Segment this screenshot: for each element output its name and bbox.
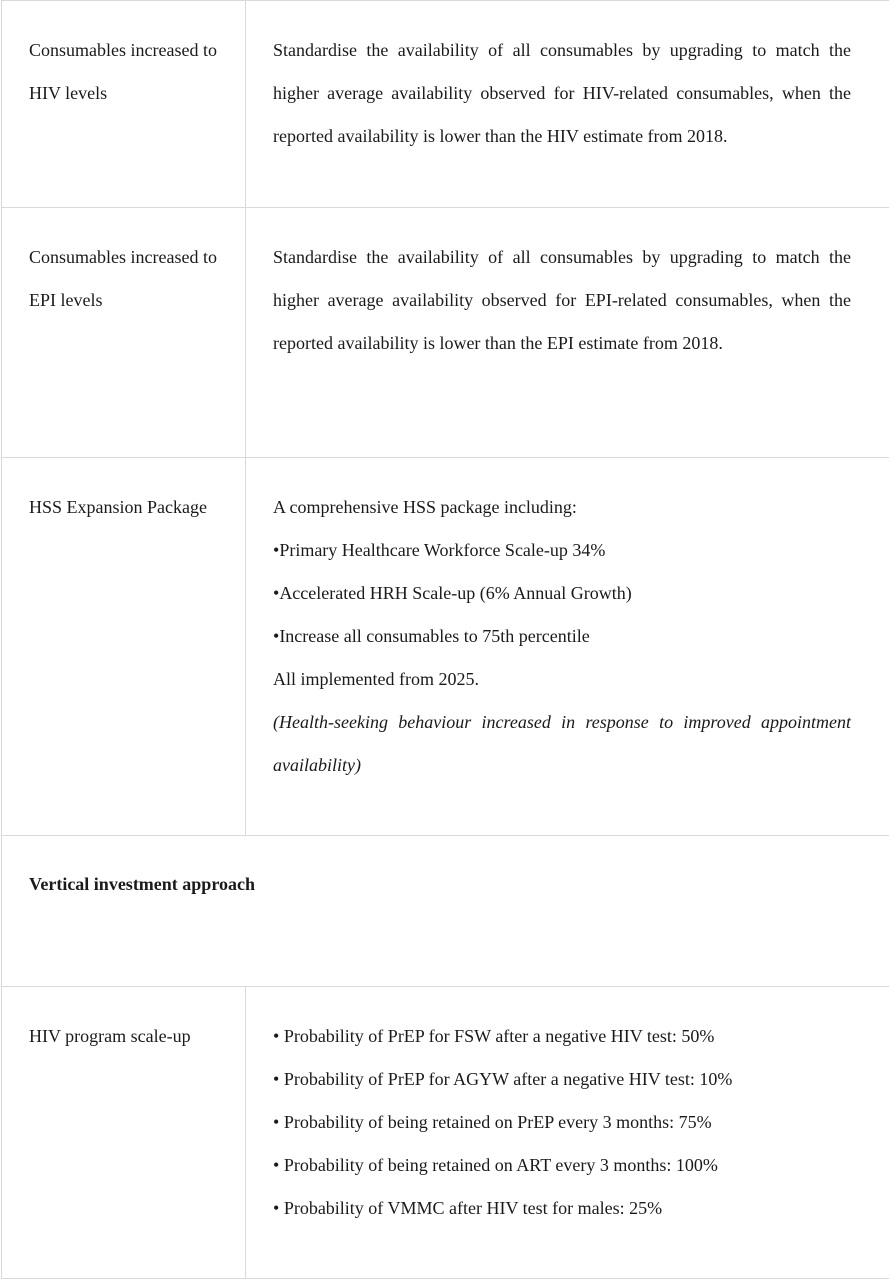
bullet-icon: • bbox=[273, 626, 280, 646]
list-item: • Probability of being retained on ART every 3 months: 100% bbox=[273, 1155, 718, 1175]
package-intro: A comprehensive HSS package including: bbox=[273, 497, 577, 517]
table-row bbox=[2, 208, 889, 458]
bullet-icon: • bbox=[273, 583, 280, 603]
package-note: (Health-seeking behaviour increased in response to improved appointment availability) bbox=[273, 712, 851, 775]
bullet-text: Probability of VMMC after HIV test for males: 25% bbox=[283, 1198, 663, 1218]
list-item: • Probability of being retained on PrEP every 3 months: 75% bbox=[273, 1112, 712, 1132]
row-label: HIV program scale-up bbox=[2, 987, 246, 1278]
list-item bbox=[273, 572, 851, 615]
section-row bbox=[2, 836, 889, 987]
bullet-text: Primary Healthcare Workforce Scale-up 34% bbox=[279, 540, 606, 560]
bullet-text: Probability of PrEP for AGYW after a negative HIV test: 10% bbox=[283, 1069, 733, 1089]
row-label: Consumables increased to EPI levels bbox=[2, 208, 246, 457]
bullet-text: Probability of being retained on PrEP every 3 months: 75% bbox=[283, 1112, 712, 1132]
bullet-text: Increase all consumables to 75th percentile bbox=[279, 626, 590, 646]
list-item: • Probability of VMMC after HIV test for males: 25% bbox=[273, 1198, 663, 1218]
bullet-text: Probability of PrEP for FSW after a negative HIV test: 50% bbox=[283, 1026, 715, 1046]
row-description bbox=[246, 987, 889, 1278]
row-label: HSS Expansion Package bbox=[2, 458, 246, 835]
bullet-text: Accelerated HRH Scale-up (6% Annual Growth) bbox=[279, 583, 632, 603]
bullet-text: Probability of being retained on ART every 3 months: 100% bbox=[283, 1155, 718, 1175]
bullet-icon: • bbox=[273, 540, 280, 560]
row-description: Standardise the availability of all consumables by upgrading to match the higher average availability observed for HIV-related consumables, when the reported availability is lower than the HIV estimate from 2018. bbox=[273, 40, 851, 146]
package-after: All implemented from 2025. bbox=[273, 669, 479, 689]
list-item: • Probability of PrEP for AGYW after a negative HIV test: 10% bbox=[273, 1069, 733, 1089]
row-description bbox=[246, 458, 889, 835]
scenario-table bbox=[1, 0, 889, 1279]
section-heading: Vertical investment approach bbox=[29, 874, 255, 894]
list-item: • Probability of PrEP for FSW after a negative HIV test: 50% bbox=[273, 1026, 715, 1046]
table-row bbox=[2, 1, 889, 208]
list-item bbox=[273, 529, 851, 572]
table-row bbox=[2, 987, 889, 1279]
row-description: Standardise the availability of all consumables by upgrading to match the higher average availability observed for EPI-related consumables, when the reported availability is lower than the EPI estimate from 2018. bbox=[273, 247, 851, 353]
table-row bbox=[2, 458, 889, 836]
list-item bbox=[273, 615, 851, 658]
row-label: Consumables increased to HIV levels bbox=[2, 1, 246, 207]
